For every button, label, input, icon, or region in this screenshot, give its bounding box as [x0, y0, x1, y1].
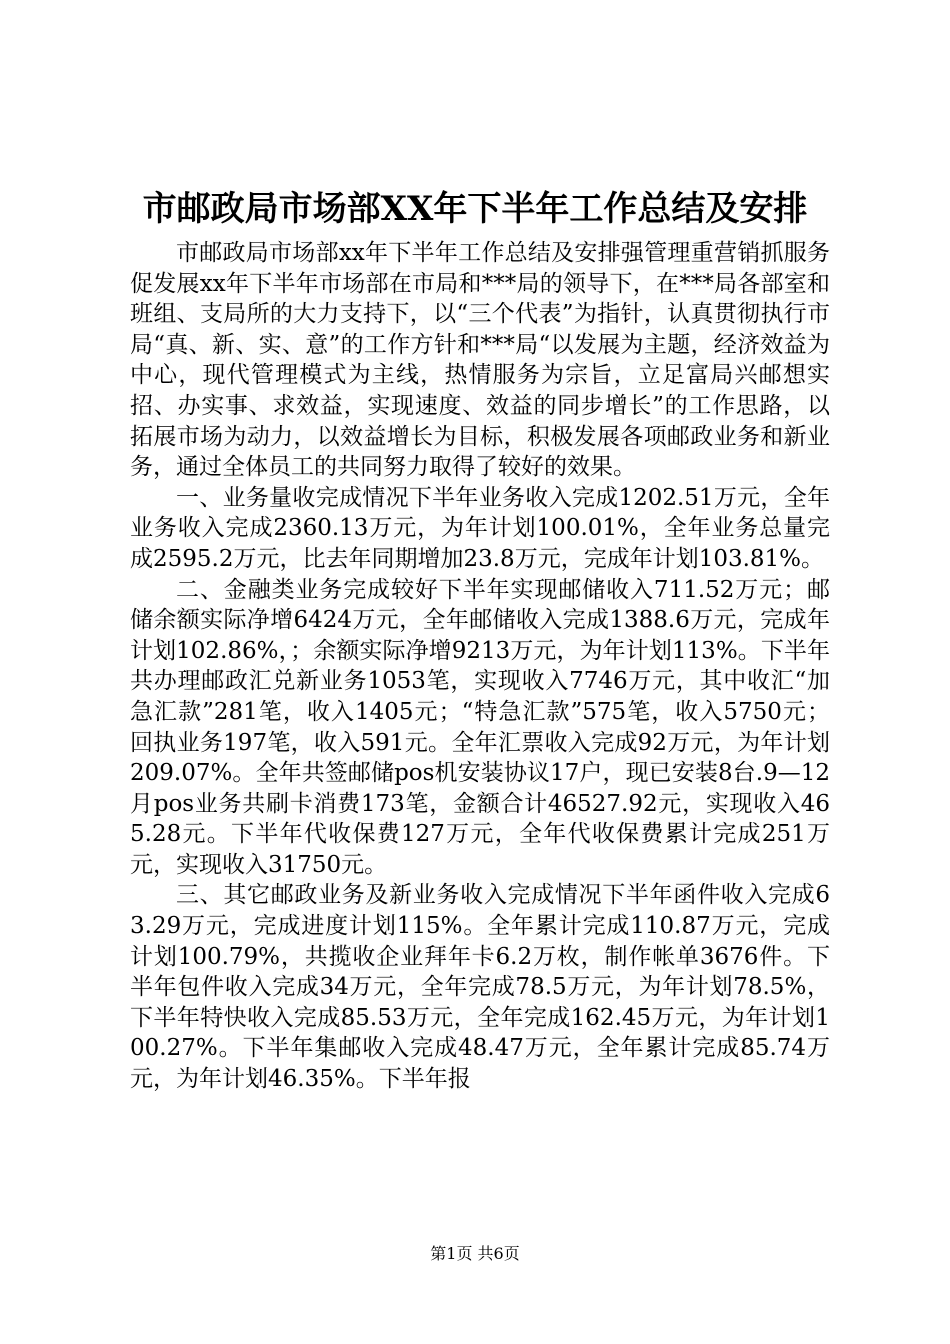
paragraph-section-1: 一、业务量收完成情况下半年业务收入完成1202.51万元，全年业务收入完成2360.13万元，为年计划100.01%，全年业务总量完成2595.2万元，比去年同期增加23.8万元，完成年计划103.81%。 [130, 484, 830, 572]
document-title: 市邮政局市场部XX年下半年工作总结及安排 [142, 189, 808, 229]
document-body [130, 238, 830, 1095]
page-footer: 第1页 共6页 [430, 1244, 520, 1263]
paragraph-section-2: 二、金融类业务完成较好下半年实现邮储收入711.52万元；邮储余额实际净增6424万元，全年邮储收入完成1388.6万元，完成年计划102.86%，；余额实际净增9213万元，为年计划113%。下半年共办理邮政汇兑新业务1053笔，实现收入7746万元，其中收汇“加急汇款”281笔，收入1405元；“特急汇款”575笔，收入5750元；回执业务197笔，收入591元。全年汇票收入完成92万元，为年计划209.07%。全年共签邮储pos机安装协议17户，现已安装8台.9—12月pos业务共刷卡消费173笔，金额合计46527.92元，实现收入465.28元。下半年代收保费127万元，全年代收保费累计完成251万元，实现收入31750元。 [130, 576, 830, 878]
paragraph-intro: 市邮政局市场部xx年下半年工作总结及安排强管理重营销抓服务促发展xx年下半年市场部在市局和***局的领导下，在***局各部室和班组、支局所的大力支持下，以“三个代表”为指针，认真贯彻执行市局“真、新、实、意”的工作方针和***局“以发展为主题，经济效益为中心，现代管理模式为主线，热情服务为宗旨，立足富局兴邮想实招、办实事、求效益，实现速度、效益的同步增长”的工作思路，以拓展市场为动力，以效益增长为目标，积极发展各项邮政业务和新业务，通过全体员工的共同努力取得了较好的效果。 [130, 240, 830, 481]
paragraph-section-3: 三、其它邮政业务及新业务收入完成情况下半年函件收入完成63.29万元，完成进度计划115%。全年累计完成110.87万元，完成计划100.79%，共揽收企业拜年卡6.2万枚，制作帐单3676件。下半年包件收入完成34万元，全年完成78.5万元，为年计划78.5%，下半年特快收入完成85.53万元，全年完成162.45万元，为年计划100.27%。下半年集邮收入完成48.47万元，全年累计完成85.74万元，为年计划46.35%。下半年报 [130, 882, 830, 1093]
